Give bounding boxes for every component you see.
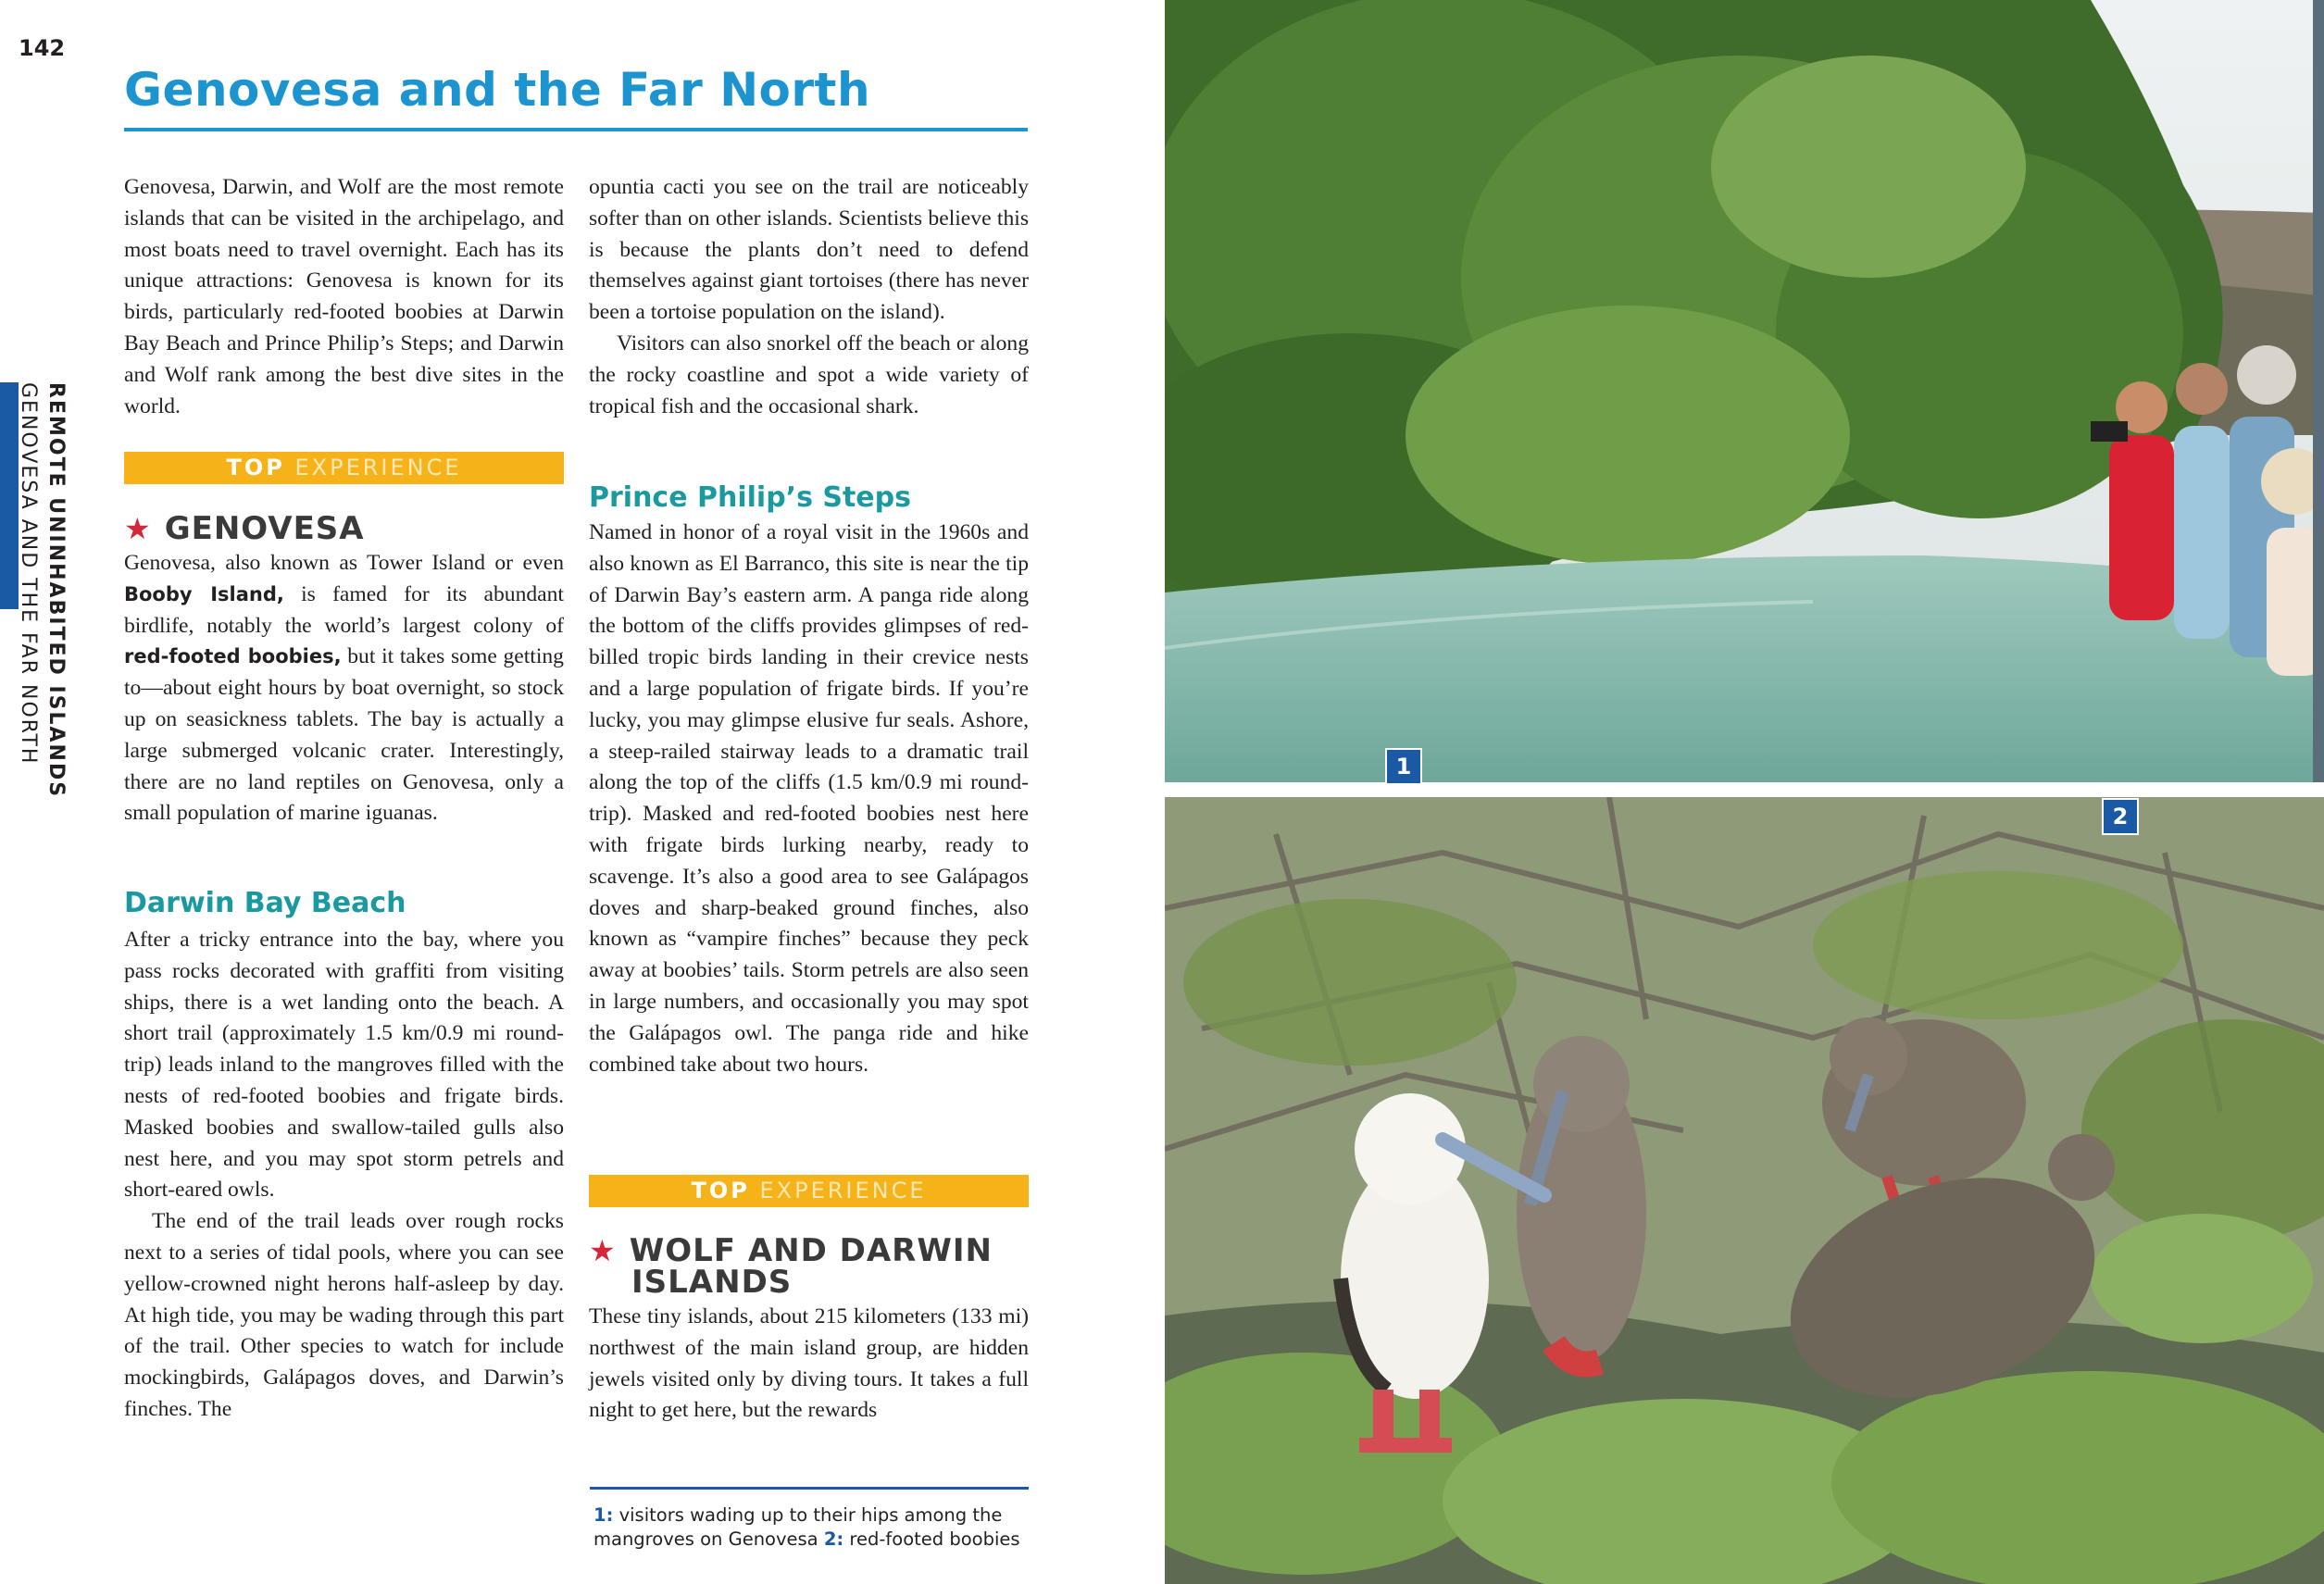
genovesa-section bbox=[124, 548, 564, 829]
column-2 bbox=[589, 172, 1029, 422]
page-title: Genovesa and the Far North bbox=[124, 63, 871, 117]
intro-paragraph: Genovesa, Darwin, and Wolf are the most remote islands that can be visited in the archipelago, and most boats need to travel overnight. Each has its unique attractions: Genovesa is known for its birds, particularly red-footed boobies at Darwin Bay Beach and Prince Philip’s Steps; and Darwin and Wolf rank among the best dive sites in the world. bbox=[124, 175, 564, 418]
caption-rule bbox=[590, 1487, 1029, 1490]
side-tab-label bbox=[14, 382, 69, 798]
star-icon: ★ bbox=[124, 511, 152, 546]
photo-caption: 1: visitors wading up to their hips among the mangroves on Genovesa 2: red-footed boobies bbox=[593, 1504, 1020, 1550]
photo-mangroves bbox=[1165, 0, 2324, 782]
top-experience-banner-2: TOP EXPERIENCE bbox=[589, 1175, 1029, 1207]
wolf-darwin-section bbox=[589, 1302, 1029, 1427]
darwin-bay-section bbox=[124, 925, 564, 1426]
page-number: 142 bbox=[19, 35, 66, 61]
continued-paragraph: opuntia cacti you see on the trail are noticeably softer than on other islands. Scientists believe this is because the plants don’t need to defend themselves against giant tortoises (there has never been a tortoise population on the island). bbox=[589, 175, 1029, 325]
genovesa-heading: ★ GENOVESA bbox=[124, 510, 365, 547]
darwin-bay-paragraph-2: The end of the trail leads over rough rocks next to a series of tidal pools, where you can see yellow-crowned night herons half-asleep by day. At high tide, you may be wading through this part of the trail. Other species to watch for include mockingbirds, Galápagos doves, and Darwin’s finches. The bbox=[124, 1209, 564, 1421]
side-tab-subsection: GENOVESA AND THE FAR NORTH bbox=[17, 382, 40, 766]
photo-boobies bbox=[1165, 797, 2324, 1584]
prince-philips-steps-section bbox=[589, 518, 1029, 1080]
photo-2-badge: 2 bbox=[2102, 798, 2139, 835]
wolf-darwin-heading: ★ WOLF AND DARWIN ISLANDS bbox=[589, 1232, 993, 1301]
prince-philips-steps-paragraph: Named in honor of a royal visit in the 1960s and also known as El Barranco, this site is near the tip of Darwin Bay’s eastern arm. A panga ride along the bottom of the cliffs provides glimpses of red-billed tropic birds landing in their crevice nests and a large population of frigate birds. If you’re lucky, you may glimpse elusive fur seals. Ashore, a steep-railed stairway leads to a dramatic trail along the top of the cliffs (1.5 km/0.9 mi round-trip). Masked and red-footed boobies nest here with frigate birds lurking nearby, ready to scavenge. It’s also a good area to see Galápagos doves and sharp-beaked ground finches, also known as “vampire finches” because they peck away at boobies’ tails. Storm petrels are also seen in large numbers, and occasionally you may spot the Galápagos owl. The panga ride and hike combined take about two hours. bbox=[589, 520, 1029, 1077]
star-icon: ★ bbox=[589, 1233, 617, 1268]
column-1 bbox=[124, 172, 564, 422]
photo-1-badge: 1 bbox=[1385, 748, 1422, 785]
top-experience-banner bbox=[124, 452, 564, 484]
prince-philips-steps-heading: Prince Philip’s Steps bbox=[589, 481, 911, 514]
side-tab-section: REMOTE UNINHABITED ISLANDS bbox=[44, 382, 68, 799]
snorkel-paragraph: Visitors can also snorkel off the beach or along the rocky coastline and spot a wide variety of tropical fish and the occasional shark. bbox=[589, 331, 1029, 418]
genovesa-paragraph: Genovesa, also known as Tower Island or even Booby Island, is famed for its abundant birdlife, notably the world’s largest colony of red-footed boobies, but it takes some getting to—about eight hours by boat overnight, so stock up on seasickness tablets. The bay is actually a large submerged volcanic crater. Interestingly, there are no land reptiles on Genovesa, only a small population of marine iguanas. bbox=[124, 551, 564, 826]
darwin-bay-heading: Darwin Bay Beach bbox=[124, 887, 406, 919]
title-rule bbox=[124, 128, 1028, 131]
banner-experience: EXPERIENCE bbox=[294, 455, 462, 480]
banner-top: TOP bbox=[226, 455, 285, 480]
wolf-darwin-paragraph: These tiny islands, about 215 kilometers (133 mi) northwest of the main island group, are hidden jewels visited only by diving tours. It takes a full night to get here, but the rewards bbox=[589, 1304, 1029, 1423]
darwin-bay-paragraph-1: After a tricky entrance into the bay, where you pass rocks decorated with graffiti from visiting ships, there is a wet landing onto the beach. A short trail (approximately 1.5 km/0.9 mi round-trip) leads inland to the mangroves filled with the nests of red-footed boobies and frigate birds. Masked boobies and swallow-tailed gulls also nest here, and you may spot storm petrels and short-eared owls. bbox=[124, 928, 564, 1203]
